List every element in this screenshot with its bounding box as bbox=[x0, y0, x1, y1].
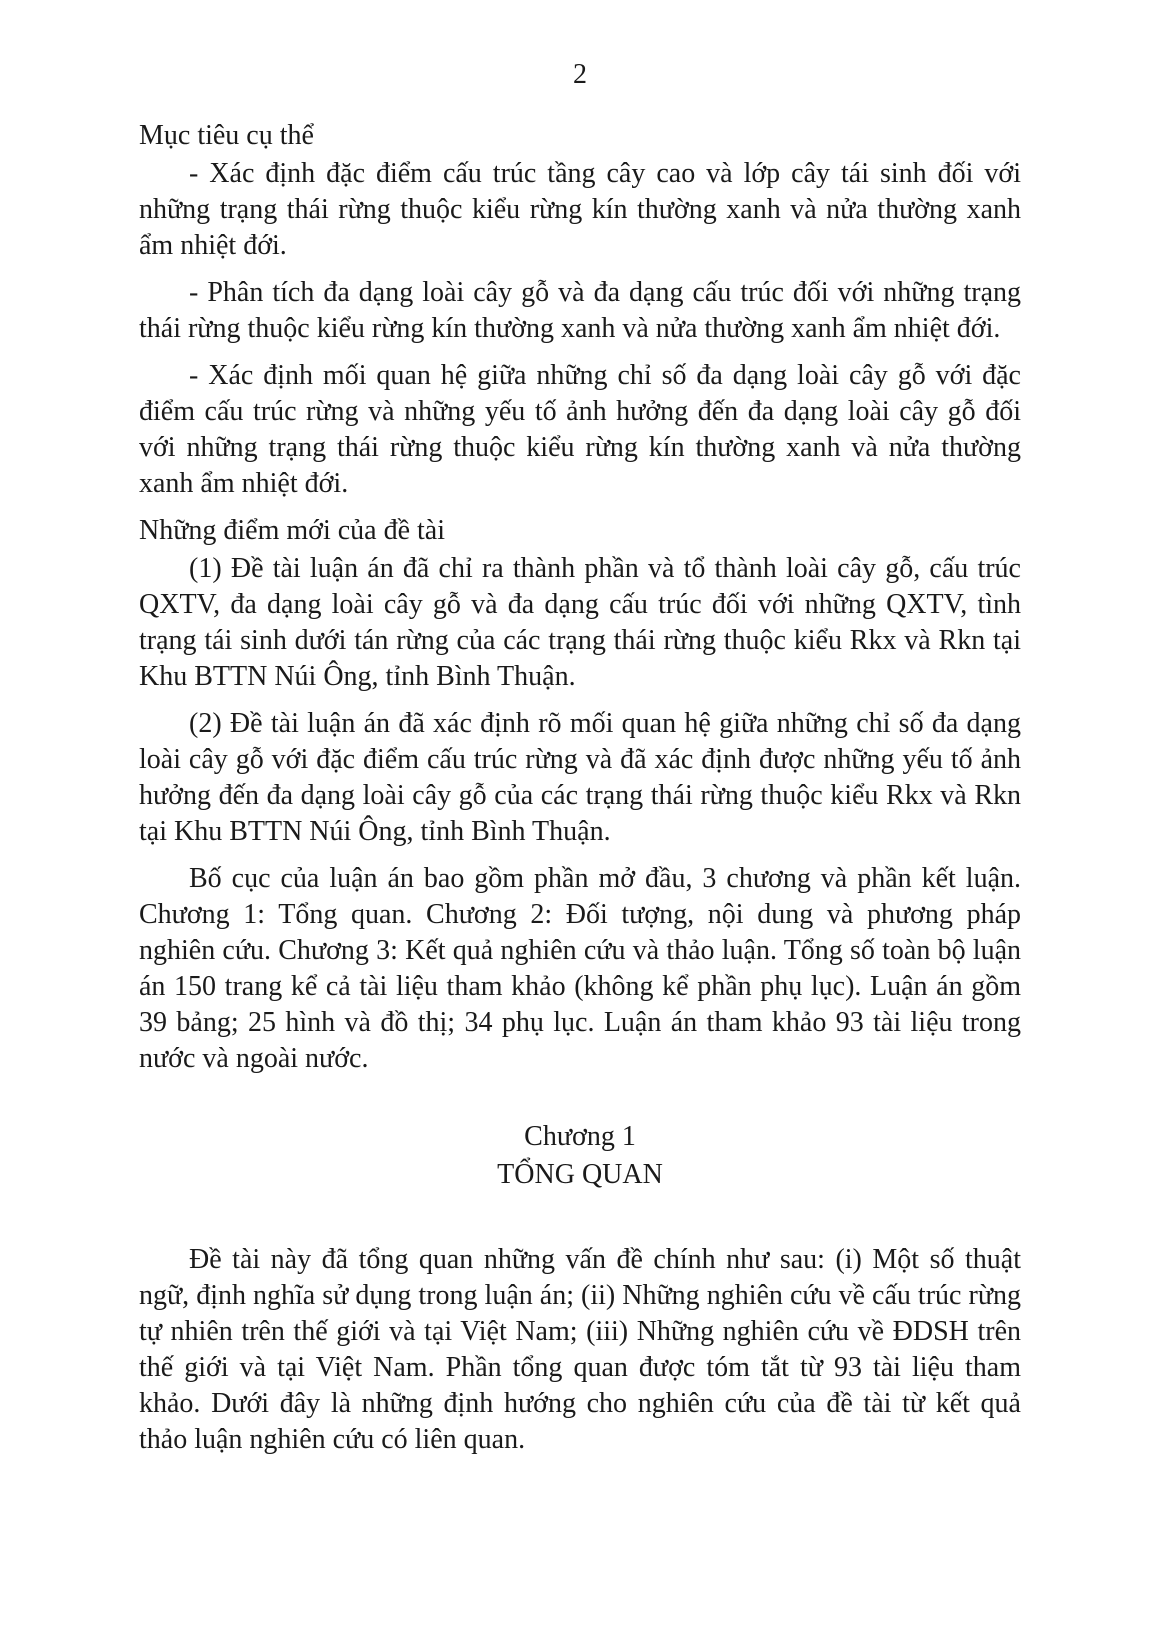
chapter-label: Chương 1 bbox=[524, 1121, 636, 1152]
objective-item-1: - Xác định đặc điểm cấu trúc tầng cây cao và lớp cây tái sinh đối với những trạng thái rừng thuộc kiểu rừng kín thường xanh và nửa thường xanh ẩm nhiệt đới. bbox=[139, 158, 1021, 261]
new-point-item-1: (1) Đề tài luận án đã chỉ ra thành phần và tổ thành loài cây gỗ, cấu trúc QXTV, đa dạng loài cây gỗ và đa dạng cấu trúc đối với những QXTV, tình trạng tái sinh dưới tán rừng của các trạng thái rừng thuộc kiểu Rkx và Rkn tại Khu BTTN Núi Ông, tỉnh Bình Thuận. bbox=[139, 553, 1021, 692]
objective-item-3: - Xác định mối quan hệ giữa những chỉ số đa dạng loài cây gỗ với đặc điểm cấu trúc rừng và những yếu tố ảnh hưởng đến đa dạng loài cây gỗ đối với những trạng thái rừng thuộc kiểu rừng kín thường xanh và nửa thường xanh ẩm nhiệt đới. bbox=[139, 360, 1021, 499]
thesis-structure-paragraph: Bố cục của luận án bao gồm phần mở đầu, 3 chương và phần kết luận. Chương 1: Tổng quan. Chương 2: Đối tượng, nội dung và phương pháp nghiên cứu. Chương 3: Kết quả nghiên cứu và thảo luận. Tổng số toàn bộ luận án 150 trang kể cả tài liệu tham khảo (không kể phần phụ lục). Luận án gồm 39 bảng; 25 hình và đồ thị; 34 phụ lục. Luận án tham khảo 93 tài liệu trong nước và ngoài nước. bbox=[139, 863, 1021, 1074]
new-point-item-2: (2) Đề tài luận án đã xác định rõ mối quan hệ giữa những chỉ số đa dạng loài cây gỗ với đặc điểm cấu trúc rừng và đã xác định được những yếu tố ảnh hưởng đến đa dạng loài cây gỗ của các trạng thái rừng thuộc kiểu Rkx và Rkn tại Khu BTTN Núi Ông, tỉnh Bình Thuận. bbox=[139, 708, 1021, 847]
page-number: 2 bbox=[573, 59, 587, 90]
objective-item-2: - Phân tích đa dạng loài cây gỗ và đa dạng cấu trúc đối với những trạng thái rừng thuộc kiểu rừng kín thường xanh và nửa thường xanh ẩm nhiệt đới. bbox=[139, 277, 1021, 344]
document-page bbox=[139, 0, 1021, 1637]
new-points-heading: Những điểm mới của đề tài bbox=[139, 515, 446, 546]
objectives-heading: Mục tiêu cụ thể bbox=[139, 120, 314, 151]
chapter-overview-paragraph: Đề tài này đã tổng quan những vấn đề chính như sau: (i) Một số thuật ngữ, định nghĩa sử dụng trong luận án; (ii) Những nghiên cứu về cấu trúc rừng tự nhiên trên thế giới và tại Việt Nam; (iii) Những nghiên cứu về ĐDSH trên thế giới và tại Việt Nam. Phần tổng quan được tóm tắt từ 93 tài liệu tham khảo. Dưới đây là những định hướng cho nghiên cứu của đề tài từ kết quả thảo luận nghiên cứu có liên quan. bbox=[139, 1244, 1021, 1455]
chapter-title: TỔNG QUAN bbox=[497, 1159, 663, 1190]
chapter-heading bbox=[139, 1118, 1021, 1194]
page-body bbox=[139, 118, 1021, 1469]
